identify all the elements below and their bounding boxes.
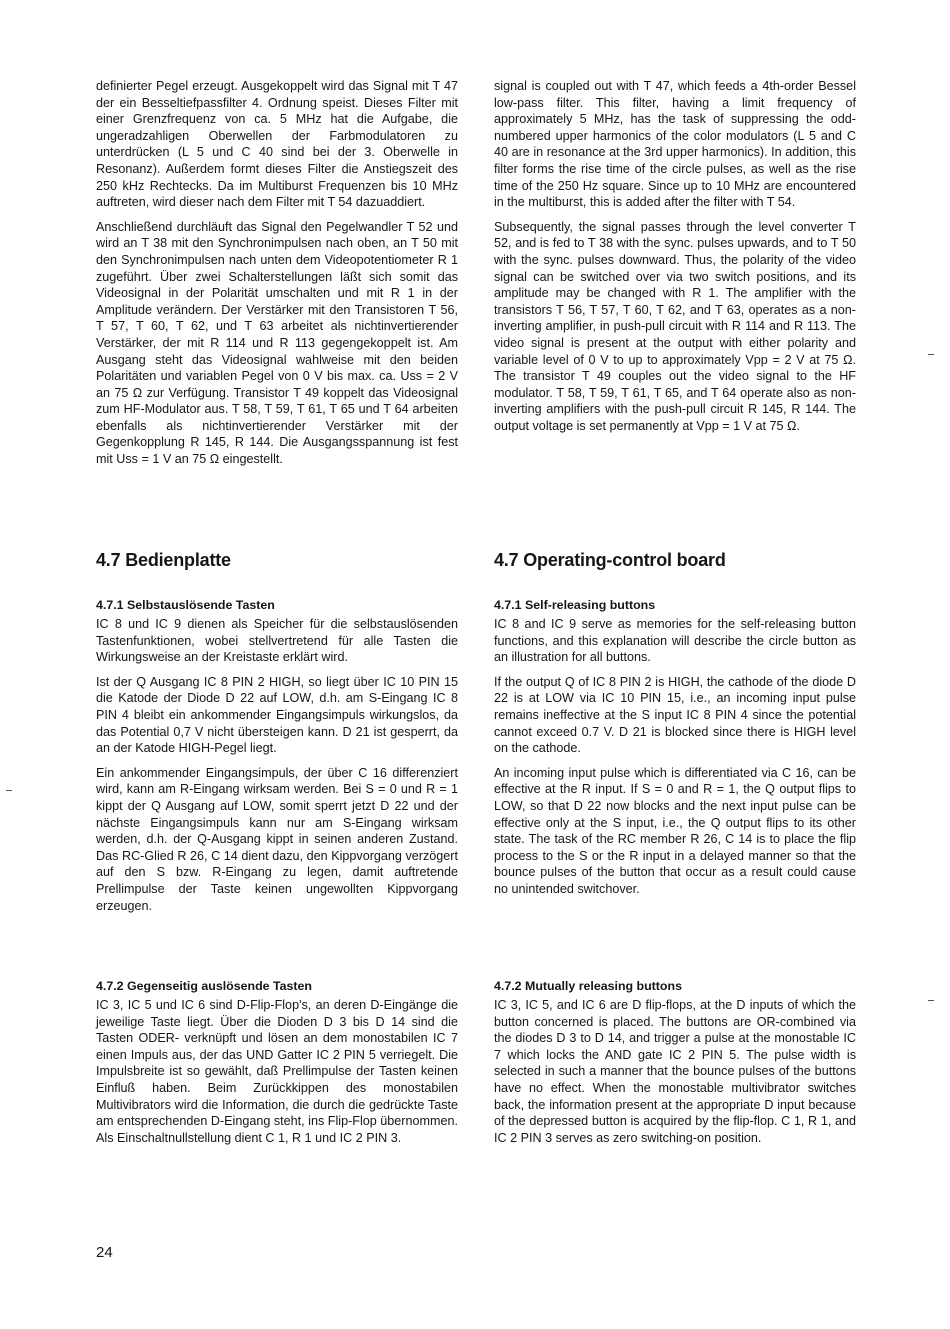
paragraph: Ein ankommender Eingangsimpuls, der über C 16 differenziert wird, kann am R-Eingang wirksam werden. Bei S = 0 und R = 1 kippt der Q Ausgang auf LOW, somit sperrt jetzt D 22 und der nächste Eingangsimpuls kann nur am S-Eingang wirksam werden, d.h. der Q-Ausgang kippt in seinen anderen Zustand. Das RC-Glied R 26, C 14 dient dazu, den Kippvorgang verzögert auf den S bzw. R-Eingang zu legen, damit auftretende Prellimpulse der Taste keinen ungewollten Kippvorgang erzeugen. [96,765,458,913]
margin-mark [6,790,12,791]
paragraph: IC 3, IC 5, and IC 6 are D flip-flops, at the D inputs of which the button concerned is placed. The buttons are OR-combined via the diodes D 3 to D 14, and trigger a pulse at the monostable IC 7 which locks the AND gate IC 2 PIN 5. The pulse width is selected in such a manner that the bounce pulses of the buttons have no effect. When the monostable multivibrator switches back, the information present at the appropriate D input because of the depressed button is acquired by the flip-flop. C 1, R 1, and IC 2 PIN 3 serves as zero switching-on position. [494,998,856,1145]
subsection-heading: 4.7.1 Selbstauslösende Tasten [96,598,275,612]
right-intro-text [494,78,856,442]
subsection-heading: 4.7.2 Mutually releasing buttons [494,979,682,993]
margin-mark [928,354,934,355]
section-heading-en: 4.7 Operating-control board [494,550,726,570]
paragraph: IC 8 and IC 9 serve as memories for the self-releasing button functions, and this explanation will describe the circle button as an illustration for all buttons. [494,617,856,665]
paragraph: Anschließend durchläuft das Signal den Pegelwandler T 52 und wird an T 38 mit den Synchronimpulsen nach oben, an T 50 mit den Synchronimpulsen nach unten dem Videopotentiometer R 1 zugeführt. Über zwei Schalterstellungen läßt sich somit das Videosignal in der Polarität umschalten und mit R 1 in der Amplitude verändern. Der Verstärker mit den Transistoren T 56, T 57, T 60, T 62, und T 63 arbeitet als nichtinvertierender Verstärker, der mit R 114 und R 113 gegengekoppelt ist. Am Ausgang steht das Videosignal wahlweise mit den beiden Polaritäten und variablen Pegel von 0 V bis max. ca. Uss = 2 V an 75 Ω zur Verfügung. Transistor T 49 koppelt das Videosignal zum HF-Modulator aus. T 58, T 59, T 61, T 65 und T 64 arbeiten ebenfalls als nichtinvertierender Verstärker mit der Gegenkopplung R 145, R 144. Die Ausgangsspannung ist fest mit Uss = 1 V an 75 Ω eingestellt. [96,219,458,467]
subsection-heading: 4.7.1 Self-releasing buttons [494,598,656,612]
left-intro-text [96,78,458,476]
subsection-heading: 4.7.2 Gegenseitig auslösende Tasten [96,979,312,993]
paragraph: signal is coupled out with T 47, which feeds a 4th-order Bessel low-pass filter. This filter, having a limit frequency of approximately 5 MHz, has the task of suppressing the odd-numbered upper harmonics of the color modulators (L 5 and C 40 are in resonance at the 3rd upper harmonics). In addition, this filter forms the rise time of the circle pulses, as well as the rise time of the 250 Hz square. Since up to 10 MHz are encountered in the multiburst, this is added after the filter with T 54. [494,79,856,210]
margin-mark [928,1000,934,1001]
paragraph: IC 8 und IC 9 dienen als Speicher für die selbstauslösenden Tastenfunktionen, wobei stellvertretend für alle Tasten die Wirkungsweise an der Kreistaste erklärt wird. [96,617,458,665]
paragraph: Ist der Q Ausgang IC 8 PIN 2 HIGH, so liegt über IC 10 PIN 15 die Katode der Diode D 22 auf LOW, d.h. am S-Eingang IC 8 PIN 4 bleibt ein ankommender Eingangsimpuls wirkungslos, da das Potential 0,7 V nicht übersteigen kann. D 21 ist gesperrt, da an der Katode HIGH-Pegel liegt. [96,674,458,756]
paragraph: definierter Pegel erzeugt. Ausgekoppelt wird das Signal mit T 47 der ein Besseltiefpassfilter 4. Ordnung speist. Dieses Filter mit einer Grenzfrequenz von ca. 5 MHz hat die Aufgabe, die ungeradzahligen Oberwellen der Farbmodulatoren zu unterdrücken (L 5 und C 40 sind bei der 3. Oberwelle in Resonanz). Außerdem formt dieses Filter die Anstiegszeit des 250 kHz Rechtecks. Da im Multiburst Frequenzen bis 10 MHz auftreten, wird dieser nach dem Filter mit T 54 dazuaddiert. [96,79,458,210]
subsection-mutually-releasing-de [96,979,458,1154]
subsection-mutually-releasing-en [494,979,856,1154]
section-heading-de: 4.7 Bedienplatte [96,550,231,570]
paragraph: IC 3, IC 5 und IC 6 sind D-Flip-Flop's, an deren D-Eingänge die jeweilige Taste liegt. Über die Dioden D 3 bis D 14 sind die Tasten ODER- verknüpft und lösen an dem monostabilen IC 7 einen Impuls aus, der das UND Gatter IC 2 PIN 5 verriegelt. Die Impulsbreite ist so gewählt, daß Prellimpulse der Tasten keinen Einfluß haben. Beim Zurückkippen des monostabilen Multivibrators wird die Information, die durch die gedrückte Taste am entsprechenden D-Eingang steht, ins Flip-Flop übernommen. Als Einschaltnullstellung dient C 1, R 1 und IC 2 PIN 3. [96,998,458,1145]
page-number: 24 [96,1244,113,1261]
subsection-self-releasing-en [494,598,856,906]
subsection-self-releasing-de [96,598,458,922]
paragraph: An incoming input pulse which is differentiated via C 16, can be effective at the R input. If S = 0 and R = 1, the Q output flips to LOW, so that D 22 now blocks and the next input pulse can be effective only at the S input, i.e., the Q output flips to its other state. The task of the RC member R 26, C 14 is to place the flip process to the S or the R input in a delayed manner so that the bounce pulses of the button that occur as a result could cause no unintended switchover. [494,765,856,896]
paragraph: Subsequently, the signal passes through the level converter T 52, and is fed to T 38 with the sync. pulses upwards, and to T 50 with the sync. pulses downward. Thus, the polarity of the video signal can be switched over via two switch positions, and its amplitude may be changed with R 1. The amplifier with the transistors T 56, T 57, T 60, T 62, and T 63, operates as a non-inverting amplifier, in push-pull circuit with R 114 and R 113. The video signal is present at the output with either polarity and variable level of 0 V to up to approximately Vpp = 2 V at 75 Ω. The transistor T 49 couples out the video signal to the HF modulator. T 58, T 59, T 61, T 65, and T 64 operate also as non-inverting amplifiers with the push-pull circuit R 145, R 144. The output voltage is set permanently at Vpp = 1 V at 75 Ω. [494,219,856,433]
paragraph: If the output Q of IC 8 PIN 2 is HIGH, the cathode of the diode D 22 is at LOW via IC 10 PIN 15, i.e., an incoming input pulse remains ineffective at the S input IC 8 PIN 4 since the potential cannot exceed 0.7 V. D 21 is blocked since there is HIGH level on the cathode. [494,674,856,756]
